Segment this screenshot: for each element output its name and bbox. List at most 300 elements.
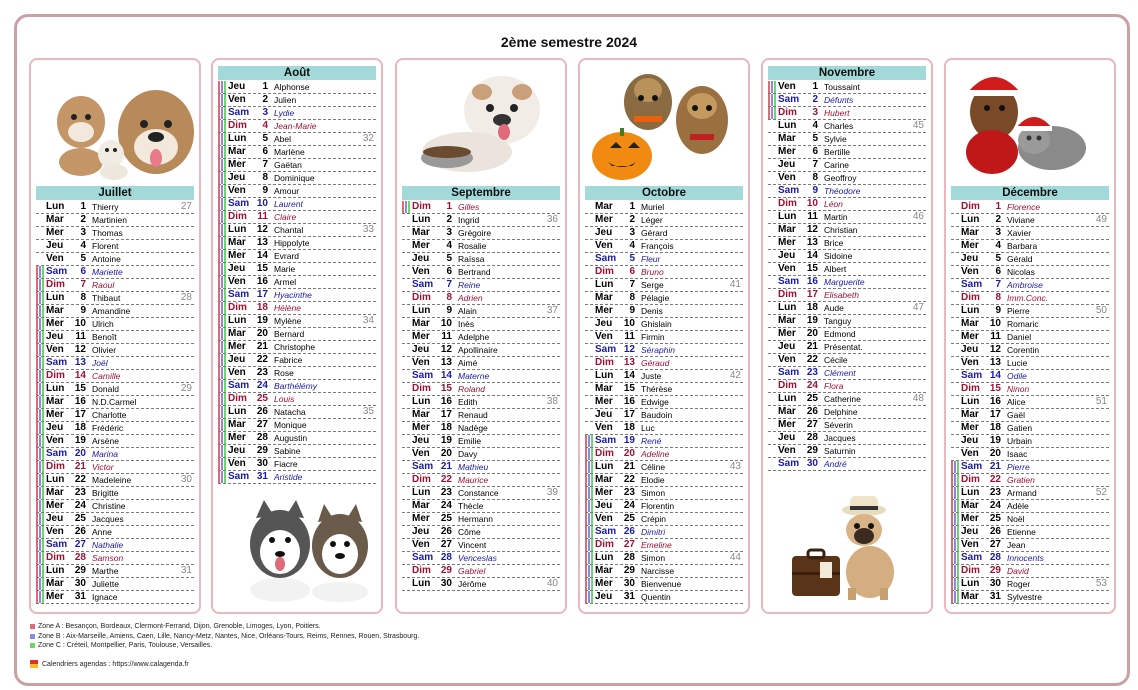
zone-c-holiday-bar — [42, 565, 44, 577]
day-number: 11 — [441, 331, 452, 342]
weekday: Jeu — [595, 409, 613, 420]
weekday: Lun — [595, 461, 614, 472]
saint-name: Muriel — [641, 202, 665, 212]
saint-name: Thierry — [92, 202, 119, 212]
day-number: 24 — [806, 380, 818, 391]
weekday: Dim — [778, 107, 797, 118]
day-row — [585, 240, 743, 253]
week-number: 48 — [912, 393, 924, 404]
zone-a-holiday-bar — [36, 305, 38, 317]
day-row — [951, 305, 1109, 318]
weekday: Mar — [778, 406, 796, 417]
saint-name: Jean — [1007, 540, 1026, 550]
day-number: 2 — [995, 214, 1001, 225]
saint-name: Donald — [92, 384, 119, 394]
day-number: 28 — [806, 432, 818, 443]
weekday: Lun — [595, 370, 614, 381]
saint-name: Clément — [824, 368, 856, 378]
day-number: 19 — [623, 435, 635, 446]
day-row — [36, 266, 194, 279]
weekday: Lun — [228, 224, 247, 235]
day-row — [402, 266, 560, 279]
zone-a-holiday-bar — [951, 487, 953, 499]
day-row — [218, 172, 376, 185]
zone-c-holiday-bar — [591, 435, 593, 447]
week-number: 28 — [180, 292, 192, 303]
day-row — [402, 474, 560, 487]
day-number: 21 — [989, 461, 1001, 472]
day-row — [36, 318, 194, 331]
zone-c-holiday-bar — [408, 201, 410, 213]
day-number: 14 — [256, 250, 268, 261]
day-row — [585, 292, 743, 305]
day-row — [36, 422, 194, 435]
zone-a-holiday-bar — [36, 565, 38, 577]
day-row — [951, 318, 1109, 331]
weekday: Ven — [961, 266, 979, 277]
day-row — [951, 552, 1109, 565]
day-number: 9 — [812, 185, 818, 196]
day-row — [402, 565, 560, 578]
day-number: 14 — [440, 370, 452, 381]
saint-name: Ghislain — [641, 319, 672, 329]
saint-name: Juste — [641, 371, 662, 381]
weekday: Sam — [46, 266, 68, 277]
zone-b-holiday-bar — [221, 185, 223, 197]
weekday: Mar — [961, 227, 979, 238]
saint-name: Emeline — [641, 540, 672, 550]
zone-c-holiday-bar — [224, 328, 226, 340]
weekday: Lun — [778, 393, 797, 404]
saint-name: Inès — [458, 319, 475, 329]
weekday: Lun — [228, 406, 247, 417]
saint-name: Corentin — [1007, 345, 1040, 355]
zone-c-holiday-bar — [957, 539, 959, 551]
day-number: 13 — [989, 357, 1001, 368]
day-row — [951, 396, 1109, 409]
day-row — [951, 513, 1109, 526]
zone-c-holiday-bar — [42, 279, 44, 291]
saint-name: Juliette — [92, 579, 119, 589]
day-number: 28 — [440, 552, 452, 563]
weekday: Mar — [412, 500, 430, 511]
weekday: Sam — [412, 552, 434, 563]
day-row — [218, 367, 376, 380]
zone-b-holiday-bar — [39, 500, 41, 512]
day-number: 14 — [623, 370, 635, 381]
day-row — [218, 445, 376, 458]
zone-c-holiday-bar — [591, 591, 593, 603]
day-row — [585, 396, 743, 409]
saint-name: Charles — [824, 121, 854, 131]
weekday: Lun — [228, 133, 247, 144]
day-row — [585, 318, 743, 331]
saint-name: Gabriel — [458, 566, 486, 576]
saint-name: Brigitte — [92, 488, 119, 498]
weekday: Dim — [412, 474, 431, 485]
zone-c-holiday-bar — [224, 393, 226, 405]
zone-b-holiday-bar — [588, 474, 590, 486]
zone-b-holiday-bar — [221, 471, 223, 483]
zone-a-holiday-bar — [36, 552, 38, 564]
zone-a-holiday-bar — [218, 354, 220, 366]
weekday: Ven — [778, 354, 796, 365]
saint-name: Pierre — [1007, 306, 1030, 316]
zone-a-holiday-bar — [951, 513, 953, 525]
day-row — [36, 201, 194, 214]
weekday: Sam — [412, 279, 434, 290]
day-number: 4 — [995, 240, 1001, 251]
day-row — [402, 578, 560, 591]
weekday: Dim — [412, 383, 431, 394]
saint-name: N.D.Carmel — [92, 397, 137, 407]
saint-name: Jérôme — [458, 579, 487, 589]
zone-a-holiday-bar — [768, 81, 770, 93]
day-number: 18 — [256, 302, 268, 313]
weekday: Ven — [595, 422, 613, 433]
zone-b-holiday-bar — [221, 224, 223, 236]
weekday: Mar — [412, 318, 430, 329]
zone-c-holiday-bar — [224, 406, 226, 418]
day-number: 31 — [256, 471, 268, 482]
zone-b-holiday-bar — [221, 172, 223, 184]
day-row — [951, 435, 1109, 448]
zone-a-holiday-bar — [218, 367, 220, 379]
zone-a-holiday-bar — [218, 211, 220, 223]
day-row — [951, 344, 1109, 357]
weekday: Lun — [412, 305, 431, 316]
zone-c-holiday-bar — [591, 500, 593, 512]
zone-b-holiday-bar — [588, 461, 590, 473]
saint-name: Edmond — [824, 329, 856, 339]
day-number: 11 — [990, 331, 1001, 342]
zone-c-holiday-bar — [957, 578, 959, 590]
saint-name: Gratien — [1007, 475, 1035, 485]
zone-a-holiday-bar — [36, 344, 38, 356]
zone-c-holiday-bar — [42, 396, 44, 408]
month-header: Décembre — [951, 186, 1109, 200]
day-number: 7 — [262, 159, 268, 170]
saint-name: Jacques — [824, 433, 856, 443]
zone-b-holiday-bar — [954, 513, 956, 525]
day-row — [402, 422, 560, 435]
day-number: 23 — [74, 487, 86, 498]
zone-b-holiday-bar — [221, 211, 223, 223]
saint-name: Christian — [824, 225, 858, 235]
footer-link-text[interactable]: Calendriers agendas : https://www.calagenda.fr — [42, 660, 189, 668]
day-number: 6 — [262, 146, 268, 157]
weekday: Jeu — [412, 253, 430, 264]
zone-b-holiday-bar — [221, 276, 223, 288]
weekday: Ven — [778, 172, 796, 183]
saint-name: Thibaut — [92, 293, 121, 303]
zone-a-holiday-bar — [36, 409, 38, 421]
weekday: Dim — [778, 380, 797, 391]
zone-a-holiday-bar — [36, 526, 38, 538]
zone-c-holiday-bar — [224, 107, 226, 119]
day-row — [218, 380, 376, 393]
day-row — [768, 458, 926, 471]
zone-c-holiday-bar — [224, 302, 226, 314]
saint-name: Nicolas — [1007, 267, 1035, 277]
day-number: 1 — [995, 201, 1001, 212]
day-number: 19 — [440, 435, 452, 446]
day-row — [951, 487, 1109, 500]
day-row — [585, 435, 743, 448]
saint-name: Thècle — [458, 501, 484, 511]
day-number: 21 — [806, 341, 818, 352]
weekday: Mar — [961, 318, 979, 329]
saint-name: Hermann — [458, 514, 493, 524]
day-list — [768, 81, 926, 471]
day-row — [36, 292, 194, 305]
calendar-title: 2ème semestre 2024 — [500, 34, 638, 50]
weekday: Ven — [778, 81, 796, 92]
zone-b-holiday-bar — [39, 591, 41, 603]
zone-c-holiday-bar — [224, 276, 226, 288]
day-row — [218, 341, 376, 354]
day-row — [585, 526, 743, 539]
saint-name: Alice — [1007, 397, 1026, 407]
day-number: 30 — [989, 578, 1001, 589]
zone-a-holiday-bar — [951, 539, 953, 551]
weekday: Mer — [778, 328, 796, 339]
day-list — [585, 201, 743, 604]
zone-c-holiday-bar — [224, 224, 226, 236]
day-row — [951, 227, 1109, 240]
weekday: Ven — [228, 185, 246, 196]
day-number: 27 — [74, 539, 86, 550]
saint-name: André — [824, 459, 847, 469]
week-number: 43 — [729, 461, 741, 472]
day-number: 22 — [74, 474, 86, 485]
zone-c-holiday-bar — [42, 461, 44, 473]
saint-name: Venceslas — [458, 553, 497, 563]
weekday: Ven — [778, 263, 796, 274]
saint-name: Quentin — [641, 592, 671, 602]
weekday: Ven — [46, 526, 64, 537]
zone-c-holiday-bar — [224, 172, 226, 184]
weekday: Ven — [412, 448, 430, 459]
day-number: 3 — [446, 227, 452, 238]
weekday: Sam — [778, 94, 800, 105]
day-number: 24 — [623, 500, 635, 511]
day-row — [218, 354, 376, 367]
day-number: 19 — [989, 435, 1001, 446]
day-row — [585, 409, 743, 422]
zone-b-holiday-bar — [588, 526, 590, 538]
day-number: 12 — [989, 344, 1001, 355]
weekday: Ven — [46, 253, 64, 264]
day-row — [36, 552, 194, 565]
day-number: 12 — [440, 344, 452, 355]
day-row — [218, 289, 376, 302]
zone-b-holiday-bar — [771, 94, 773, 106]
zone-c-holiday-bar — [224, 94, 226, 106]
zone-b-holiday-bar — [221, 198, 223, 210]
day-row — [585, 357, 743, 370]
week-number: 39 — [546, 487, 558, 498]
zone-c-holiday-bar — [591, 487, 593, 499]
zone-c-holiday-bar — [42, 422, 44, 434]
saint-name: Joël — [92, 358, 108, 368]
day-row — [218, 393, 376, 406]
day-row — [951, 500, 1109, 513]
day-number: 7 — [812, 159, 818, 170]
saint-name: Barbara — [1007, 241, 1038, 251]
day-row — [218, 276, 376, 289]
zone-a-holiday-bar — [951, 526, 953, 538]
weekday: Jeu — [961, 526, 979, 537]
day-number: 23 — [256, 367, 268, 378]
day-number: 13 — [440, 357, 452, 368]
zone-c-holiday-bar — [591, 539, 593, 551]
zone-c-holiday-bar — [42, 331, 44, 343]
day-row — [218, 120, 376, 133]
weekday: Lun — [961, 578, 980, 589]
day-number: 9 — [446, 305, 452, 316]
zone-a-holiday-bar — [585, 461, 587, 473]
weekday: Lun — [46, 201, 65, 212]
day-number: 6 — [80, 266, 86, 277]
day-number: 26 — [623, 526, 635, 537]
saint-name: Benoît — [92, 332, 117, 342]
day-number: 30 — [74, 578, 86, 589]
day-row — [585, 214, 743, 227]
weekday: Mer — [961, 331, 979, 342]
day-number: 13 — [256, 237, 268, 248]
day-row — [768, 224, 926, 237]
zone-b-holiday-bar — [221, 289, 223, 301]
day-number: 15 — [806, 263, 818, 274]
weekday: Jeu — [228, 445, 246, 456]
day-row — [951, 357, 1109, 370]
saint-name: Raoul — [92, 280, 115, 290]
saint-name: Ignace — [92, 592, 118, 602]
day-number: 27 — [256, 419, 268, 430]
day-row — [951, 253, 1109, 266]
saint-name: Bruno — [641, 267, 664, 277]
day-number: 8 — [446, 292, 452, 303]
week-number: 30 — [180, 474, 192, 485]
week-number: 52 — [1095, 487, 1107, 498]
day-number: 22 — [256, 354, 268, 365]
saint-name: Fabrice — [274, 355, 303, 365]
day-list — [218, 81, 376, 484]
weekday: Sam — [595, 526, 617, 537]
day-number: 30 — [806, 458, 818, 469]
saint-name: Fleur — [641, 254, 661, 264]
week-number: 44 — [729, 552, 741, 563]
day-row — [585, 344, 743, 357]
day-number: 19 — [74, 435, 86, 446]
zone-b-holiday-bar — [221, 393, 223, 405]
weekday: Mer — [228, 341, 246, 352]
weekday: Lun — [778, 211, 797, 222]
zone-c-holiday-bar — [42, 370, 44, 382]
saint-name: Natacha — [274, 407, 306, 417]
saint-name: Ulrich — [92, 319, 114, 329]
day-row — [402, 435, 560, 448]
weekday: Ven — [412, 266, 430, 277]
day-number: 27 — [806, 419, 818, 430]
saint-name: Odile — [1007, 371, 1027, 381]
weekday: Mar — [228, 237, 246, 248]
month-header: Novembre — [768, 66, 926, 80]
zone-b-holiday-bar — [39, 266, 41, 278]
day-number: 17 — [440, 409, 452, 420]
zone-a-holiday-bar — [36, 422, 38, 434]
day-number: 8 — [262, 172, 268, 183]
week-number: 42 — [729, 370, 741, 381]
weekday: Jeu — [595, 318, 613, 329]
day-number: 4 — [80, 240, 86, 251]
weekday: Mar — [595, 565, 613, 576]
day-number: 11 — [257, 211, 268, 222]
day-row — [768, 120, 926, 133]
day-row — [218, 237, 376, 250]
zone-b-holiday-bar — [39, 422, 41, 434]
weekday: Sam — [595, 344, 617, 355]
zone-c-holiday-bar — [224, 471, 226, 483]
weekday: Jeu — [228, 172, 246, 183]
saint-name: Aristide — [274, 472, 303, 482]
zone-a-holiday-bar — [218, 185, 220, 197]
day-number: 24 — [256, 380, 268, 391]
zone-b-holiday-bar — [39, 396, 41, 408]
zone-c-holiday-bar — [42, 409, 44, 421]
weekday: Lun — [778, 302, 797, 313]
zone-a-holiday-bar — [218, 419, 220, 431]
day-number: 4 — [446, 240, 452, 251]
weekday: Dim — [228, 211, 247, 222]
zone-b-holiday-bar — [39, 565, 41, 577]
week-number: 31 — [180, 565, 192, 576]
day-number: 7 — [995, 279, 1001, 290]
zone-c-holiday-bar — [774, 94, 776, 106]
zone-a-holiday-bar — [36, 474, 38, 486]
zone-a-holiday-bar — [218, 146, 220, 158]
saint-name: Fiacre — [274, 459, 298, 469]
day-row — [768, 354, 926, 367]
christmas-pets-photo-icon — [952, 62, 1102, 184]
saint-name: Xavier — [1007, 228, 1032, 238]
zone-b-holiday-bar — [221, 133, 223, 145]
zone-b-holiday-bar — [221, 445, 223, 457]
day-number: 26 — [440, 526, 452, 537]
weekday: Mer — [778, 237, 796, 248]
saint-name: Sylvie — [824, 134, 847, 144]
day-number: 18 — [806, 302, 818, 313]
zone-a-holiday-bar — [218, 237, 220, 249]
day-row — [218, 107, 376, 120]
saint-name: Ambroise — [1007, 280, 1043, 290]
day-number: 5 — [629, 253, 635, 264]
zone-c-holiday-bar — [591, 552, 593, 564]
weekday: Mar — [46, 396, 64, 407]
zone-a-holiday-bar — [585, 526, 587, 538]
saint-name: Grégoire — [458, 228, 492, 238]
saint-name: Romaric — [1007, 319, 1039, 329]
day-number: 21 — [256, 341, 268, 352]
month-header: Août — [218, 66, 376, 80]
week-number: 51 — [1095, 396, 1107, 407]
zone-a-holiday-bar — [36, 292, 38, 304]
day-row — [951, 370, 1109, 383]
zone-a-holiday-bar — [585, 513, 587, 525]
zone-b-holiday-bar — [954, 591, 956, 603]
weekday: Lun — [961, 487, 980, 498]
